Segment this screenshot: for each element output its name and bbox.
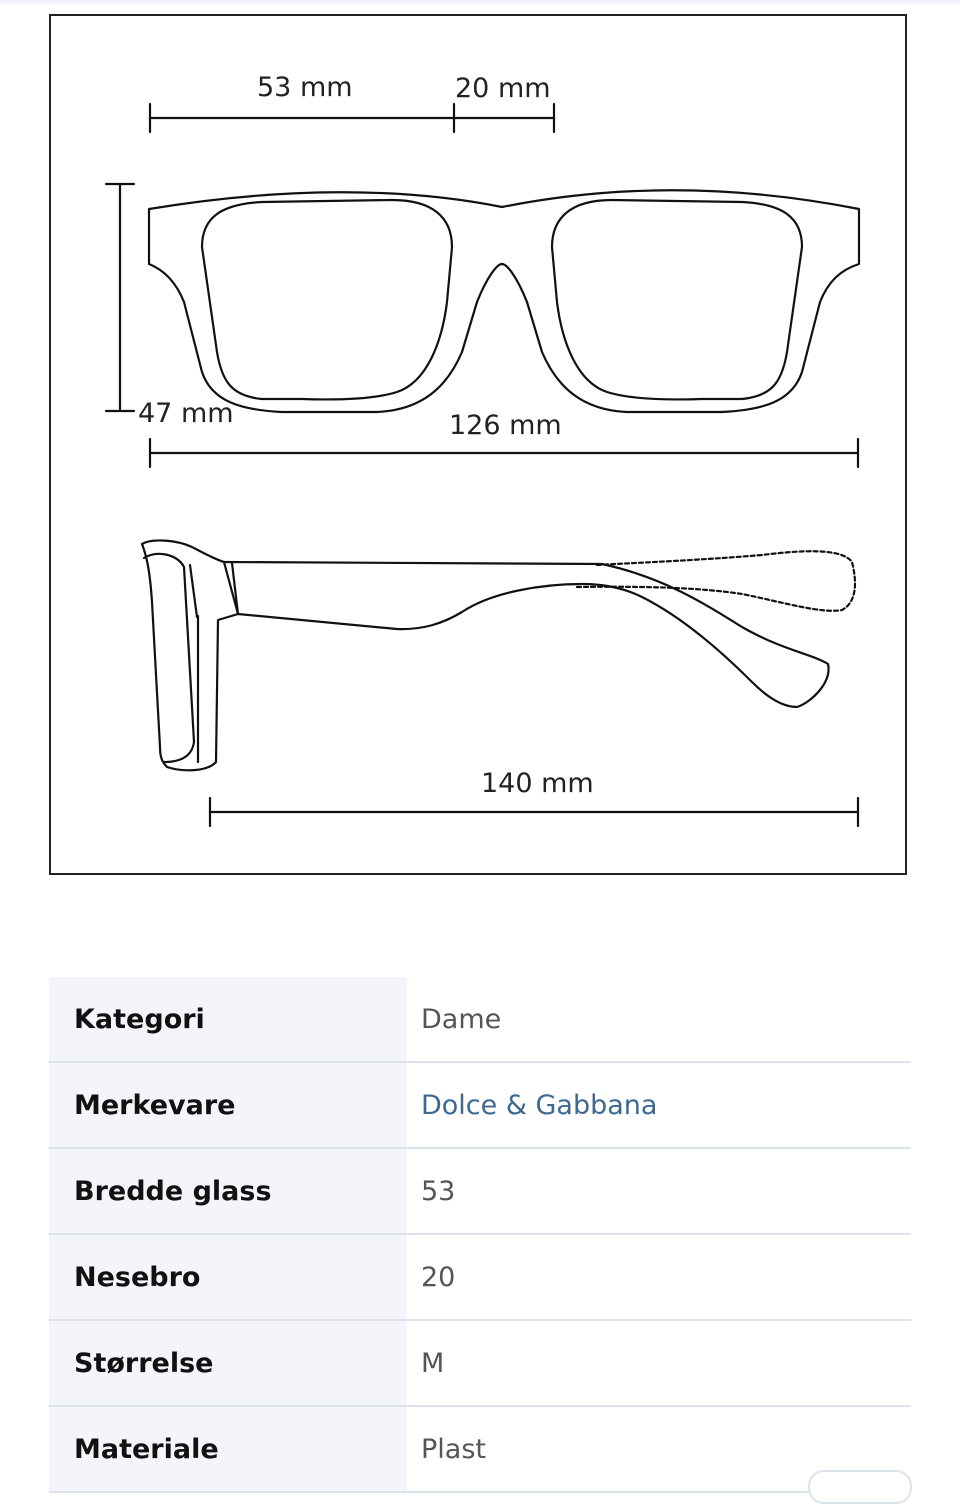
lens-bridge-dimension-line (150, 104, 554, 132)
left-lens-outline (202, 200, 452, 399)
spec-key: Merkevare (49, 1062, 407, 1148)
bridge-width-label: 20 mm (455, 73, 551, 104)
side-temple-dashed-tip (577, 551, 855, 611)
glasses-drawing (2, 2, 960, 902)
table-row (49, 1062, 911, 1148)
spec-key: Kategori (49, 977, 407, 1062)
spec-key: Materiale (49, 1406, 407, 1492)
table-row (49, 1320, 911, 1406)
spec-key: Nesebro (49, 1234, 407, 1320)
spec-table (49, 977, 911, 1493)
side-temple-arm (224, 562, 829, 707)
table-row (49, 1406, 911, 1492)
spec-value: 53 (407, 1148, 911, 1234)
temple-length-dimension-line (210, 798, 858, 826)
spec-key: Størrelse (49, 1320, 407, 1406)
spec-key: Bredde glass (49, 1148, 407, 1234)
spec-value: M (407, 1320, 911, 1406)
lens-width-label: 53 mm (257, 72, 353, 103)
table-row (49, 1234, 911, 1320)
lens-height-dimension-line (106, 184, 134, 411)
spec-value: Dame (407, 977, 911, 1062)
spec-value: Plast (407, 1406, 911, 1492)
brand-link[interactable]: Dolce & Gabbana (407, 1062, 911, 1148)
floating-button-edge[interactable] (808, 1470, 912, 1504)
frame-width-label: 126 mm (449, 410, 562, 441)
front-frame-outline (149, 190, 859, 412)
frame-width-dimension-line (150, 439, 858, 467)
lens-height-label: 47 mm (138, 398, 234, 429)
right-lens-outline (552, 200, 802, 399)
spec-value: 20 (407, 1234, 911, 1320)
glasses-size-diagram (49, 14, 907, 875)
table-row (49, 977, 911, 1062)
temple-length-label: 140 mm (481, 768, 594, 799)
table-row (49, 1148, 911, 1234)
